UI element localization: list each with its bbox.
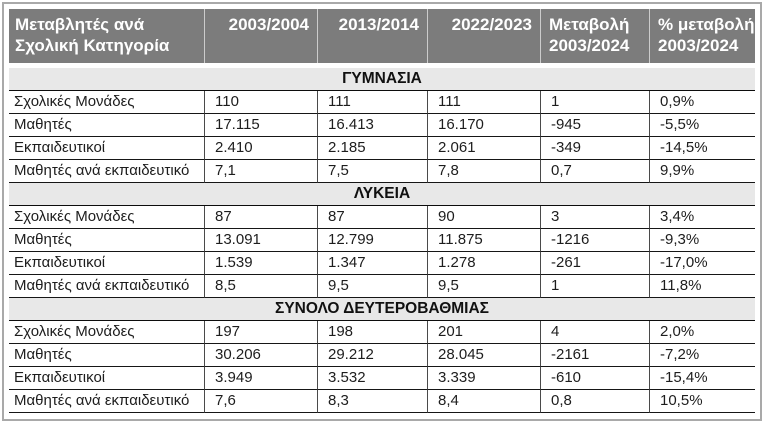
cell-2013-2014: 8,3 <box>317 390 427 413</box>
cell-2022-2023: 16.170 <box>427 114 540 137</box>
cell-change: 4 <box>540 321 649 344</box>
header-year-2013-2014: 2013/2014 <box>317 9 427 63</box>
cell-pct-change: -5,5% <box>649 114 755 137</box>
cell-2003-2004: 197 <box>204 321 317 344</box>
cell-change: 1 <box>540 275 649 298</box>
cell-2022-2023: 111 <box>427 91 540 114</box>
row-label: Εκπαιδευτικοί <box>9 252 204 275</box>
cell-change: -349 <box>540 137 649 160</box>
header-change <box>540 9 649 63</box>
cell-2003-2004: 110 <box>204 91 317 114</box>
cell-2013-2014: 29.212 <box>317 344 427 367</box>
header-pct-change <box>649 9 755 63</box>
cell-2022-2023: 90 <box>427 206 540 229</box>
cell-2013-2014: 3.532 <box>317 367 427 390</box>
cell-2003-2004: 1.539 <box>204 252 317 275</box>
table-header-row <box>9 9 755 63</box>
cell-2013-2014: 198 <box>317 321 427 344</box>
cell-pct-change: -7,2% <box>649 344 755 367</box>
row-label: Μαθητές ανά εκπαιδευτικό <box>9 275 204 298</box>
cell-pct-change: 9,9% <box>649 160 755 183</box>
cell-change: -261 <box>540 252 649 275</box>
cell-change: -945 <box>540 114 649 137</box>
header-change-line1: Μεταβολή <box>549 15 630 34</box>
cell-2022-2023: 2.061 <box>427 137 540 160</box>
cell-2013-2014: 1.347 <box>317 252 427 275</box>
cell-2022-2023: 3.339 <box>427 367 540 390</box>
cell-2003-2004: 2.410 <box>204 137 317 160</box>
cell-pct-change: -14,5% <box>649 137 755 160</box>
section-title-lykeia: ΛΥΚΕΙΑ <box>9 183 755 206</box>
header-pct-change-line1: % μεταβολή <box>658 15 755 34</box>
cell-pct-change: -17,0% <box>649 252 755 275</box>
cell-pct-change: 0,9% <box>649 91 755 114</box>
cell-2022-2023: 11.875 <box>427 229 540 252</box>
row-label: Σχολικές Μονάδες <box>9 206 204 229</box>
cell-change: -2161 <box>540 344 649 367</box>
row-label: Μαθητές <box>9 344 204 367</box>
cell-change: 0,7 <box>540 160 649 183</box>
row-label: Εκπαιδευτικοί <box>9 367 204 390</box>
cell-2013-2014: 16.413 <box>317 114 427 137</box>
cell-change: 0,8 <box>540 390 649 413</box>
table-body <box>9 68 755 413</box>
cell-pct-change: 10,5% <box>649 390 755 413</box>
header-variables-line2: Σχολική Κατηγορία <box>15 36 170 55</box>
row-label: Εκπαιδευτικοί <box>9 137 204 160</box>
cell-pct-change: 3,4% <box>649 206 755 229</box>
cell-pct-change: -9,3% <box>649 229 755 252</box>
cell-2003-2004: 3.949 <box>204 367 317 390</box>
cell-2013-2014: 12.799 <box>317 229 427 252</box>
cell-2022-2023: 8,4 <box>427 390 540 413</box>
cell-2003-2004: 7,1 <box>204 160 317 183</box>
cell-pct-change: 2,0% <box>649 321 755 344</box>
cell-2022-2023: 201 <box>427 321 540 344</box>
header-variables <box>9 9 204 63</box>
statistics-table <box>2 2 762 421</box>
cell-2003-2004: 8,5 <box>204 275 317 298</box>
header-variables-line1: Μεταβλητές ανά <box>15 15 145 34</box>
header-change-line2: 2003/2024 <box>549 36 630 55</box>
cell-2013-2014: 2.185 <box>317 137 427 160</box>
cell-2013-2014: 87 <box>317 206 427 229</box>
cell-2003-2004: 17.115 <box>204 114 317 137</box>
cell-pct-change: 11,8% <box>649 275 755 298</box>
row-label: Μαθητές ανά εκπαιδευτικό <box>9 390 204 413</box>
row-label: Μαθητές <box>9 114 204 137</box>
cell-2003-2004: 7,6 <box>204 390 317 413</box>
cell-change: 1 <box>540 91 649 114</box>
cell-2022-2023: 1.278 <box>427 252 540 275</box>
cell-2022-2023: 7,8 <box>427 160 540 183</box>
row-label: Σχολικές Μονάδες <box>9 91 204 114</box>
cell-change: -1216 <box>540 229 649 252</box>
header-pct-change-line2: 2003/2024 <box>658 36 739 55</box>
section-title-synolo-deyterovathmias: ΣΥΝΟΛΟ ΔΕΥΤΕΡΟΒΑΘΜΙΑΣ <box>9 298 755 321</box>
cell-pct-change: -15,4% <box>649 367 755 390</box>
cell-2022-2023: 9,5 <box>427 275 540 298</box>
row-label: Μαθητές <box>9 229 204 252</box>
header-year-2003-2004: 2003/2004 <box>204 9 317 63</box>
cell-2022-2023: 28.045 <box>427 344 540 367</box>
row-label: Μαθητές ανά εκπαιδευτικό <box>9 160 204 183</box>
cell-2003-2004: 30.206 <box>204 344 317 367</box>
section-title-gymnasia: ΓΥΜΝΑΣΙΑ <box>9 68 755 91</box>
cell-2013-2014: 111 <box>317 91 427 114</box>
cell-2013-2014: 9,5 <box>317 275 427 298</box>
header-year-2022-2023: 2022/2023 <box>427 9 540 63</box>
cell-2003-2004: 13.091 <box>204 229 317 252</box>
row-label: Σχολικές Μονάδες <box>9 321 204 344</box>
cell-change: 3 <box>540 206 649 229</box>
cell-2013-2014: 7,5 <box>317 160 427 183</box>
cell-change: -610 <box>540 367 649 390</box>
cell-2003-2004: 87 <box>204 206 317 229</box>
